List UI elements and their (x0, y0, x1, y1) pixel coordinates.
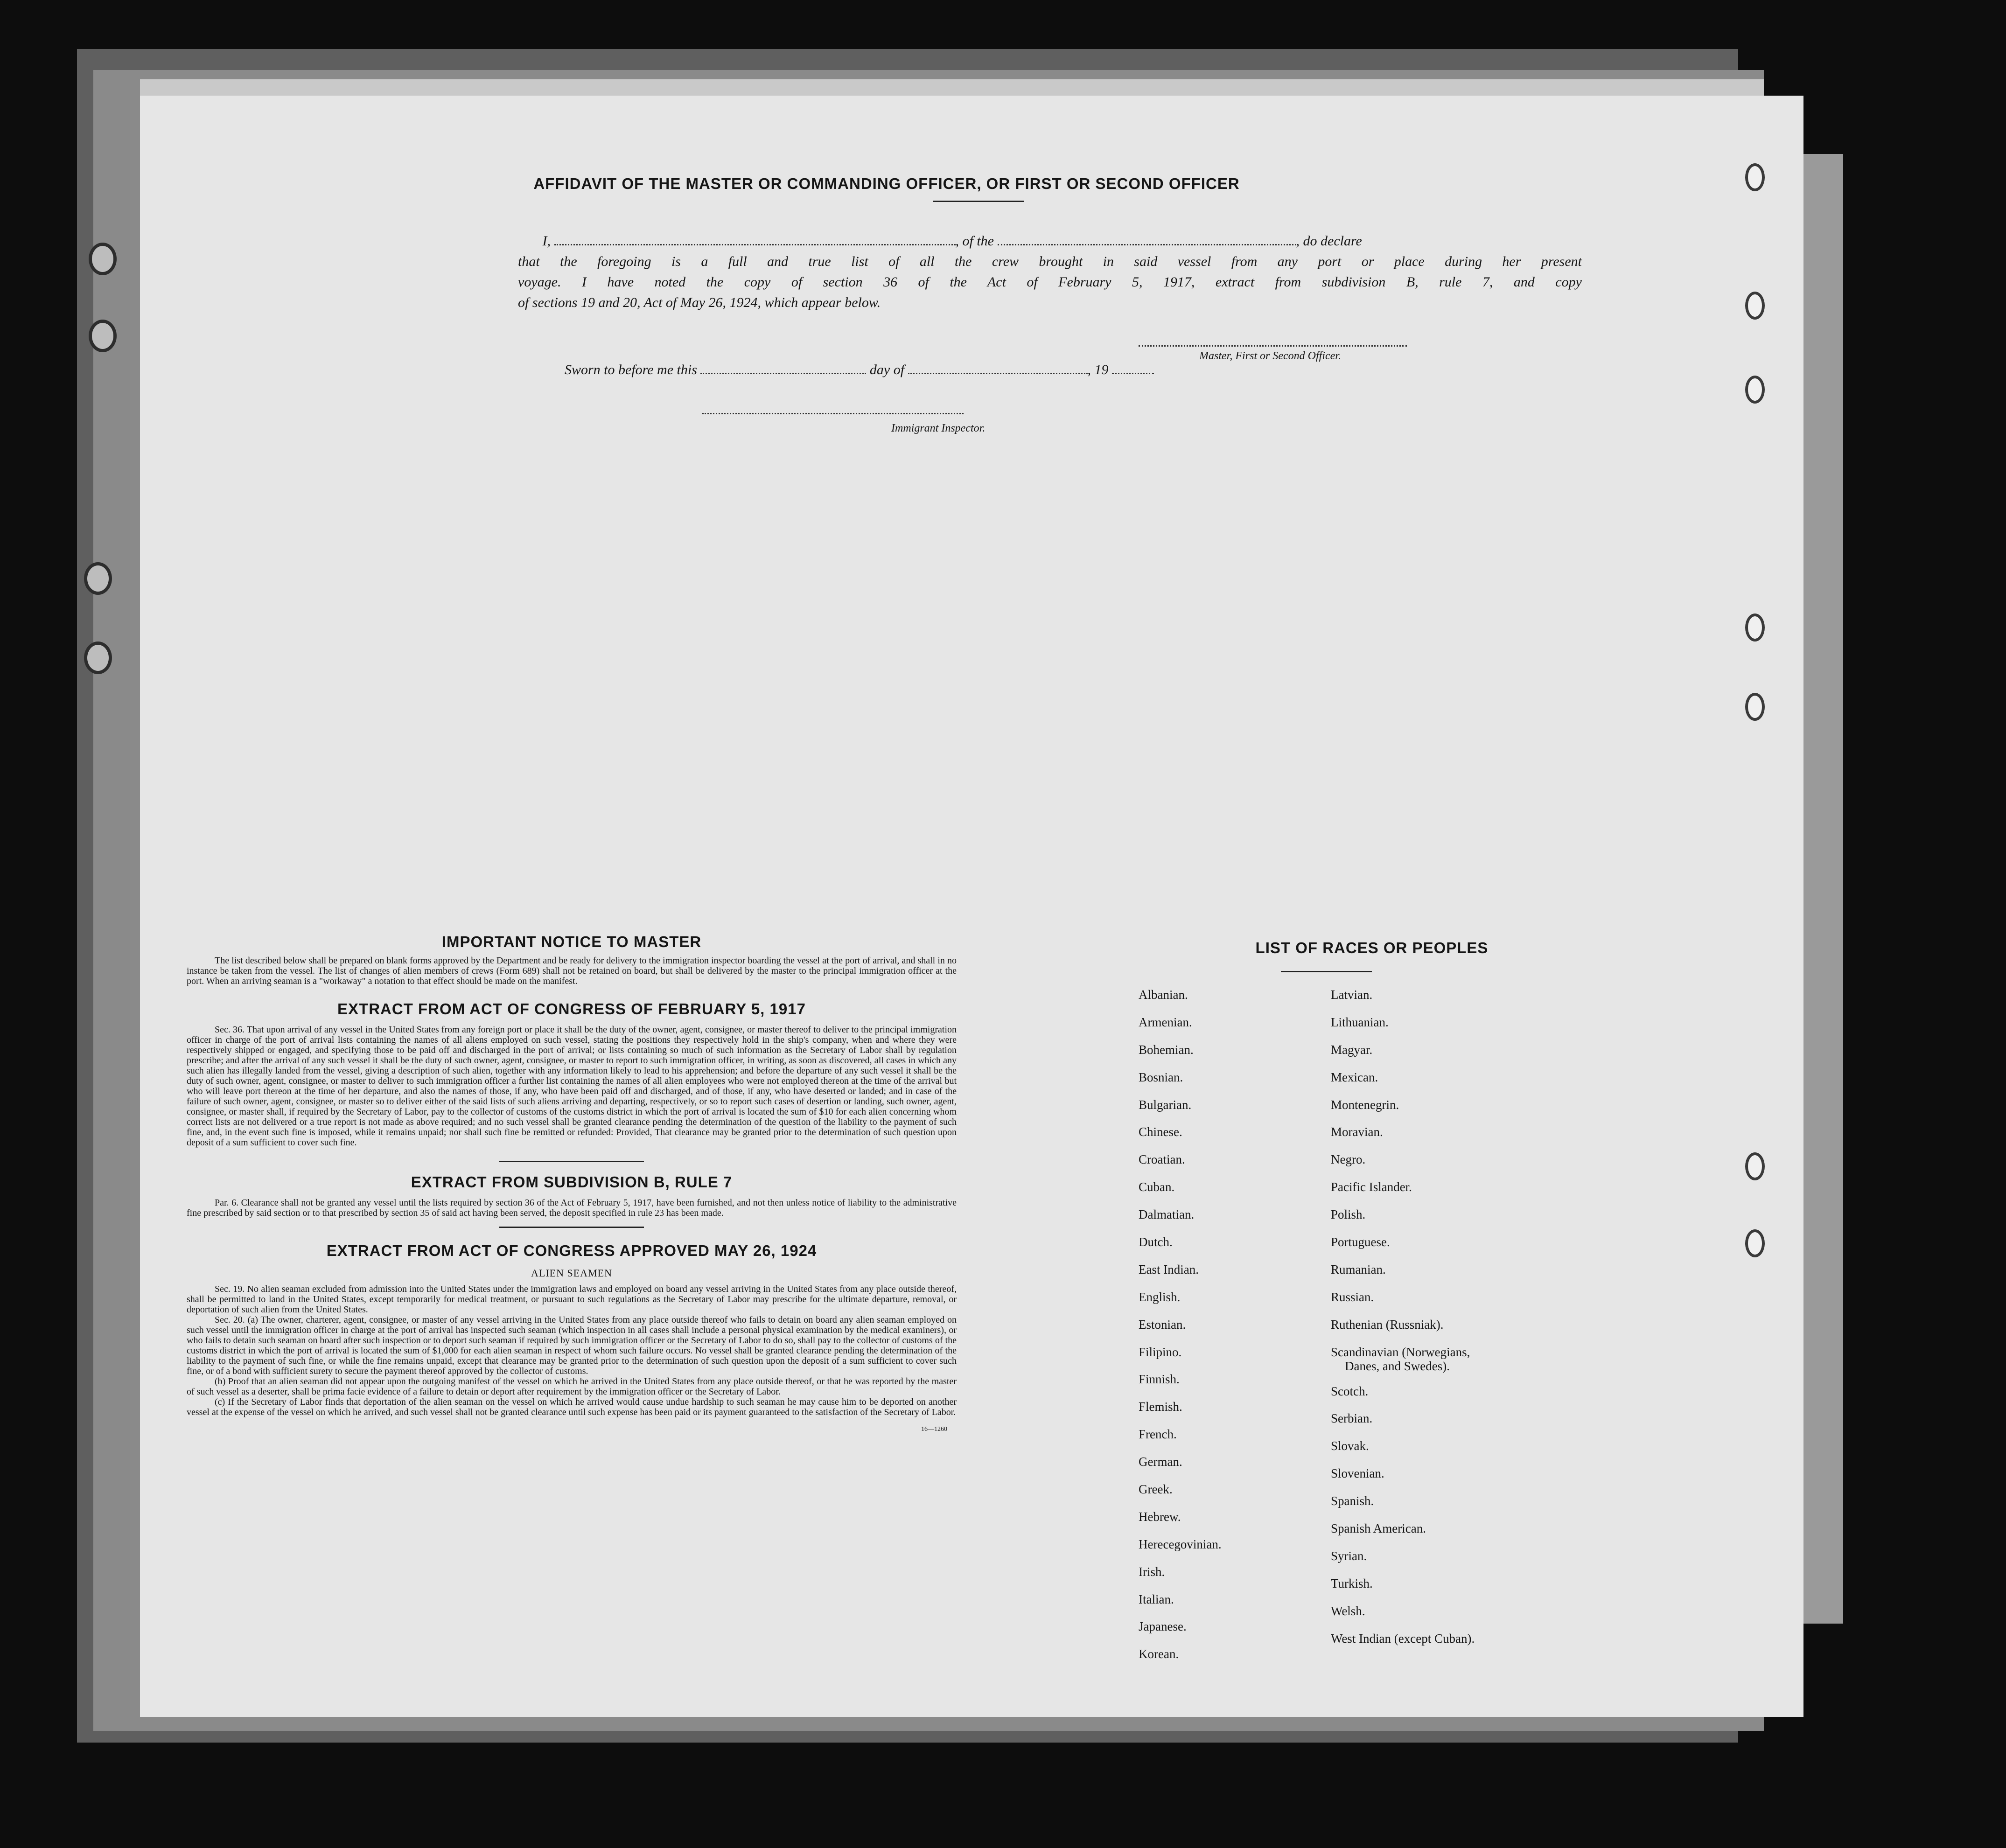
race-item: Portuguese. (1331, 1235, 1390, 1249)
affidavit-declare-label: , do declare (1296, 233, 1362, 249)
inspector-signature-line[interactable] (702, 413, 964, 414)
race-item: Syrian. (1331, 1548, 1367, 1563)
form-sheet (140, 96, 1803, 1717)
races-column-1 (1139, 988, 1307, 1674)
vessel-name-field[interactable] (998, 233, 1296, 245)
race-item: German. (1139, 1455, 1182, 1469)
race-item: Negro. (1331, 1152, 1366, 1167)
race-item: Albanian. (1139, 988, 1188, 1002)
form-number: 16—1260 (921, 1426, 947, 1433)
race-item: Latvian. (1331, 988, 1373, 1002)
race-item-continuation: Danes, and Swedes). (1345, 1359, 1450, 1373)
race-item: Filipino. (1139, 1345, 1182, 1359)
notice-body: The list described below shall be prepared on blank forms approved by the Department and be ready for delivery to the immigration inspector boarding the vessel at the port of arrival, and shall in no instance be taken from the vessel. The list of changes of alien members of crews (Form 689) shall not be retained on board, but shall be delivered by the master to the principal immigration officer at the port. When an arriving seaman is a "workaway" a notation to that effect should be made on the manifest. (187, 955, 957, 986)
notice-column (187, 933, 957, 1433)
extract-rule7-body: Par. 6. Clearance shall not be granted any vessel until the lists required by section 36 of the Act of February 5, 1917, have been furnished, and not then unless notice of liability to the administrative fine prescribed by said section or to that prescribed by section 35 of said act having been served, the deposit specified in rule 23 has been made. (187, 1198, 957, 1218)
race-item: Korean. (1139, 1647, 1179, 1661)
binder-hole-icon (89, 320, 117, 352)
race-item: Slovak. (1331, 1439, 1369, 1453)
affidavit-line: that the foregoing is a full and true list of all the crew brought in said vessel from any port or place during her present (518, 254, 1582, 269)
race-item-multiline (1331, 1345, 1592, 1384)
race-item: French. (1139, 1427, 1177, 1442)
race-item: Estonian. (1139, 1317, 1186, 1332)
race-item: Pacific Islander. (1331, 1180, 1412, 1194)
master-signature-label: Master, First or Second Officer. (1199, 350, 1341, 362)
sworn-label: Sworn to before me this (565, 362, 697, 377)
section-rule (499, 1161, 644, 1162)
race-item: Russian. (1331, 1290, 1374, 1304)
sec20b-body: (b) Proof that an alien seaman did not appear upon the outgoing manifest of the vessel on which he arrived in the United States from any place outside thereof, or that he was reported by the master of such vessel as a deserter, shall be prima facie evidence of a failure to detain or deport after requirement by the immigration officer or the Secretary of Labor. (187, 1376, 957, 1397)
punch-hole-icon (1745, 614, 1765, 642)
sworn-month-field[interactable] (908, 362, 1088, 374)
affidavit-title: AFFIDAVIT OF THE MASTER OR COMMANDING OFFICER, OR FIRST OR SECOND OFFICER (533, 175, 1240, 192)
extract-rule7-title: EXTRACT FROM SUBDIVISION B, RULE 7 (411, 1173, 733, 1191)
race-item: Serbian. (1331, 1411, 1373, 1426)
race-item: Chinese. (1139, 1125, 1182, 1139)
race-item: Rumanian. (1331, 1262, 1386, 1276)
race-item: Scandinavian (Norwegians, (1331, 1345, 1470, 1359)
race-item: Flemish. (1139, 1400, 1182, 1414)
sec19-body: Sec. 19. No alien seaman excluded from admission into the United States under the immigration laws and employed on board any vessel arriving in the United States from any place outside thereof, shall be permitted to land in the United States, except temporarily for medical treatment, or pursuant to such regulations as the Secretary of Labor may prescribe for the ultimate departure, removal, or deportation of such alien from the United States. (187, 1284, 957, 1315)
affidavit-body (518, 231, 1582, 313)
sec20a-body: Sec. 20. (a) The owner, charterer, agent, consignee, or master of any vessel arriving in the United States from any place outside thereof who fails to detain on board any alien seaman employed on such vessel until the immigration officer in charge at the port of arrival has inspected such seaman (which inspection in all cases shall include a personal physical examination by the medical examiners), or who fails to detain such seaman on board after such inspection or to deport such seaman if required by such immigration officer or the Secretary of Labor to do so, shall pay to the collector of customs of the customs district in which the port of arrival is located the sum of $1,000 for each alien seaman in respect of whom such failure occurs. No vessel shall be granted clearance pending the determination of the liability to the payment of such fine, or while the fine remains unpaid, except that clearance may be granted prior to the determination of such question upon the deposit of a sum sufficient to cover such fine, or of a bond with sufficient surety to secure the payment thereof approved by the collector of customs. (187, 1315, 957, 1376)
race-item: Bulgarian. (1139, 1097, 1192, 1112)
race-item: Spanish. (1331, 1494, 1374, 1508)
race-item: Spanish American. (1331, 1521, 1426, 1536)
race-item: Cuban. (1139, 1180, 1175, 1194)
race-item: East Indian. (1139, 1262, 1199, 1276)
race-item: Bosnian. (1139, 1070, 1183, 1084)
extract-1917-title: EXTRACT FROM ACT OF CONGRESS OF FEBRUARY 5, 1917 (337, 1000, 806, 1018)
race-item: Bohemian. (1139, 1042, 1194, 1057)
races-title: LIST OF RACES OR PEOPLES (1255, 939, 1489, 956)
race-item: Scotch. (1331, 1384, 1369, 1398)
race-item: Croatian. (1139, 1152, 1185, 1167)
race-item: Finnish. (1139, 1372, 1180, 1387)
binder-hole-icon (84, 642, 112, 674)
race-item: Polish. (1331, 1207, 1366, 1222)
extract-1924-subtitle: ALIEN SEAMEN (531, 1267, 612, 1279)
race-item: Dutch. (1139, 1235, 1173, 1249)
race-item: Magyar. (1331, 1042, 1373, 1057)
race-item: Ruthenian (Russniak). (1331, 1317, 1444, 1332)
notice-title: IMPORTANT NOTICE TO MASTER (441, 933, 702, 950)
day-of-label: day of (869, 362, 905, 377)
race-item: Armenian. (1139, 1015, 1192, 1029)
master-signature-line[interactable] (1139, 345, 1407, 347)
race-item: Slovenian. (1331, 1466, 1384, 1481)
race-item: Montenegrin. (1331, 1097, 1399, 1112)
affidavit-line: voyage. I have noted the copy of section 36 of the Act of February 5, 1917, extract from subdivision B, rule 7, and copy (518, 274, 1582, 290)
race-item: Turkish. (1331, 1576, 1373, 1590)
punch-hole-icon (1745, 1152, 1765, 1180)
punch-hole-icon (1745, 163, 1765, 191)
race-item: Italian. (1139, 1592, 1174, 1606)
race-item: Japanese. (1139, 1619, 1187, 1634)
race-item: English. (1139, 1290, 1181, 1304)
affidavit-of-the-label: , of the (955, 233, 994, 249)
section-rule (499, 1227, 644, 1228)
affidavit-line: of sections 19 and 20, Act of May 26, 1924, which appear below. (518, 295, 881, 310)
master-name-field[interactable] (554, 233, 956, 245)
inspector-label: Immigrant Inspector. (891, 422, 986, 434)
affidavit-i-label: I, (542, 233, 551, 249)
punch-hole-icon (1745, 376, 1765, 404)
sworn-year-field[interactable] (1112, 362, 1154, 374)
year-prefix-label: , 19 (1087, 362, 1109, 377)
sworn-line (565, 362, 1154, 378)
race-item: Dalmatian. (1139, 1207, 1195, 1222)
race-item: Irish. (1139, 1564, 1165, 1579)
title-rule (933, 201, 1024, 202)
race-item: Mexican. (1331, 1070, 1378, 1084)
binder-hole-icon (84, 562, 112, 595)
punch-hole-icon (1745, 1229, 1765, 1257)
race-item: West Indian (except Cuban). (1331, 1631, 1475, 1646)
extract-1924-title: EXTRACT FROM ACT OF CONGRESS APPROVED MAY 26, 1924 (326, 1242, 817, 1259)
races-title-rule (1281, 971, 1372, 972)
sworn-day-field[interactable] (700, 362, 866, 374)
races-column-2 (1331, 988, 1592, 1659)
race-item: Herecegovinian. (1139, 1537, 1222, 1551)
sec20c-body: (c) If the Secretary of Labor finds that deportation of the alien seaman on the vessel on which he arrived would cause undue hardship to such seaman he may cause him to be deported on another vessel at the expense of the vessel on which he arrived, and such vessel shall not be granted clearance until such expense has been paid or its payment guaranteed to the satisfaction of the Secretary of Labor. (187, 1397, 957, 1417)
race-item: Greek. (1139, 1482, 1173, 1497)
race-item: Hebrew. (1139, 1509, 1181, 1524)
race-item: Welsh. (1331, 1604, 1365, 1618)
race-item: Moravian. (1331, 1125, 1383, 1139)
punch-hole-icon (1745, 693, 1765, 721)
extract-1917-body: Sec. 36. That upon arrival of any vessel in the United States from any foreign port or place it shall be the duty of the owner, agent, consignee, or master thereof to deliver to the principal immigration officer in charge of the port of arrival lists containing the names of all aliens employed on such vessel, stating the positions they respectively hold in the ship's company, when and where they were respectively shipped or engaged, and specifying those to be paid off and discharged in the port of arrival; or lists containing so much of such information as the Secretary of Labor shall by regulation prescribe; and after the arrival of any such vessel it shall be the duty of such owner, agent, consignee, or master to report to such immigration officer, in writing, as soon as discovered, all cases in which any such alien has illegally landed from the vessel, giving a description of such alien, together with any information likely to lead to his apprehension; and before the departure of any such vessel it shall be the duty of such owner, agent, consignee, or master to deliver to such immigration officer a further list containing the names of all alien employees who were not employed thereon at the time of the arrival but who will leave port thereon at the time of her departure, and also the names of those, if any, who have been paid off and discharged, and of those, if any, who have deserted or landed; and in case of the failure of such owner, agent, consignee, or master so to deliver either of the said lists of such aliens arriving and departing, respectively, or so to report such cases of desertion or landing, such owner, agent, consignee, or master shall, if required by the Secretary of Labor, pay to the collector of customs of the customs district in which the port of arrival is located the sum of $10 for each alien concerning whom correct lists are not delivered or a true report is not made as above required; and no such vessel shall be granted clearance pending the determination of the question of the liability to the payment of such fine, and, in the event such fine is imposed, while it remains unpaid; nor shall such fine be remitted or refunded: Provided, That clearance may be granted prior to the determination of such question upon deposit of a sum sufficient to cover such fine. (187, 1025, 957, 1148)
race-item: Lithuanian. (1331, 1015, 1389, 1029)
binder-hole-icon (89, 243, 117, 275)
punch-hole-icon (1745, 292, 1765, 320)
